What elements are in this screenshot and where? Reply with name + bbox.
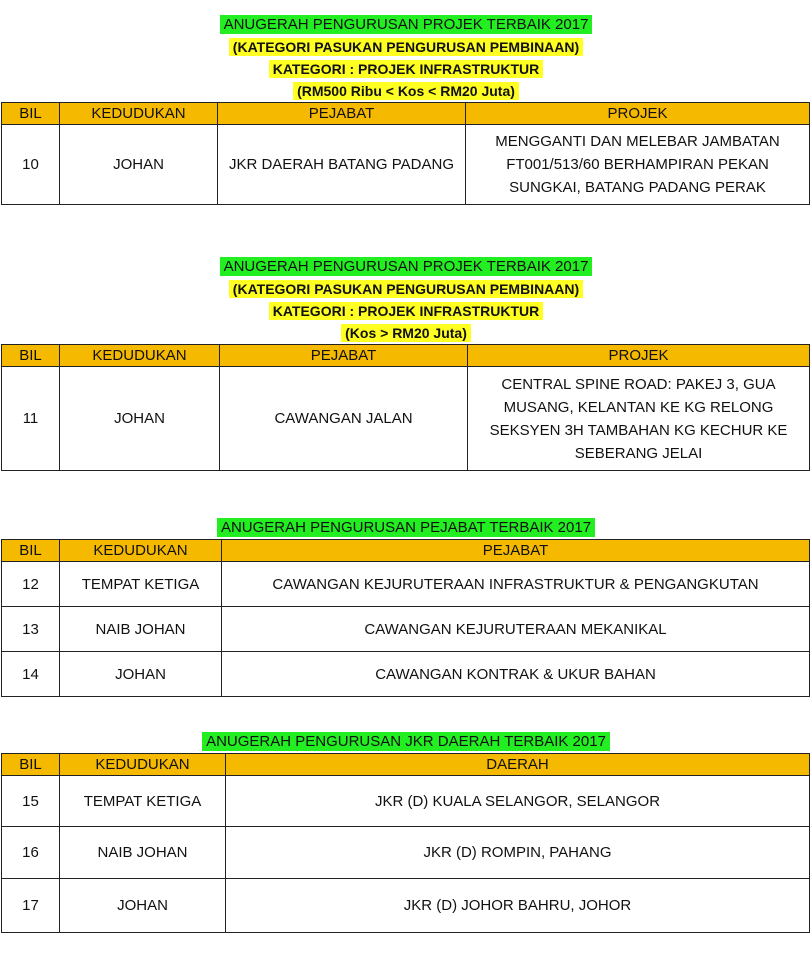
cell-bil: 17	[2, 879, 60, 933]
cell-kedudukan: JOHAN	[60, 652, 222, 697]
cell-pejabat: CAWANGAN KONTRAK & UKUR BAHAN	[222, 652, 810, 697]
section-subtitle: (KATEGORI PASUKAN PENGURUSAN PEMBINAAN)	[229, 38, 583, 56]
section-title: ANUGERAH PENGURUSAN PROJEK TERBAIK 2017	[220, 257, 593, 276]
header-pejabat: PEJABAT	[222, 540, 810, 562]
cell-pejabat: CAWANGAN JALAN	[220, 367, 468, 471]
table-row	[2, 607, 810, 652]
cell-kedudukan: JOHAN	[60, 367, 220, 471]
header-pejabat: PEJABAT	[218, 103, 466, 125]
section-cost-range: (Kos > RM20 Juta)	[341, 324, 471, 342]
section-category: KATEGORI : PROJEK INFRASTRUKTUR	[269, 302, 544, 320]
cell-daerah: JKR (D) JOHOR BAHRU, JOHOR	[226, 879, 810, 933]
award-section-pejabat	[0, 517, 812, 697]
section-title: ANUGERAH PENGURUSAN JKR DAERAH TERBAIK 2017	[202, 732, 610, 751]
table-row	[2, 367, 810, 471]
cell-pejabat: CAWANGAN KEJURUTERAAN MEKANIKAL	[222, 607, 810, 652]
header-pejabat: PEJABAT	[220, 345, 468, 367]
cell-daerah: JKR (D) KUALA SELANGOR, SELANGOR	[226, 776, 810, 827]
header-daerah: DAERAH	[226, 754, 810, 776]
cell-projek: MENGGANTI DAN MELEBAR JAMBATAN FT001/513/60 BERHAMPIRAN PEKAN SUNGKAI, BATANG PADANG PERAK	[466, 125, 810, 205]
header-kedudukan: KEDUDUKAN	[60, 103, 218, 125]
cell-bil: 14	[2, 652, 60, 697]
award-section-projek-1	[0, 14, 812, 205]
award-section-projek-2	[0, 256, 812, 471]
cell-kedudukan: NAIB JOHAN	[60, 607, 222, 652]
table-row	[2, 652, 810, 697]
cell-kedudukan: TEMPAT KETIGA	[60, 562, 222, 607]
cell-bil: 12	[2, 562, 60, 607]
cell-daerah: JKR (D) ROMPIN, PAHANG	[226, 827, 810, 879]
header-kedudukan: KEDUDUKAN	[60, 540, 222, 562]
award-table	[1, 344, 810, 471]
section-cost-range: (RM500 Ribu < Kos < RM20 Juta)	[293, 82, 519, 100]
award-table	[1, 102, 810, 205]
award-table	[1, 753, 810, 933]
header-projek: PROJEK	[466, 103, 810, 125]
section-title: ANUGERAH PENGURUSAN PEJABAT TERBAIK 2017	[217, 518, 595, 537]
table-header-row	[2, 754, 810, 776]
cell-bil: 10	[2, 125, 60, 205]
table-row	[2, 776, 810, 827]
header-kedudukan: KEDUDUKAN	[60, 754, 226, 776]
section-subtitle: (KATEGORI PASUKAN PENGURUSAN PEMBINAAN)	[229, 280, 583, 298]
table-header-row	[2, 540, 810, 562]
cell-kedudukan: NAIB JOHAN	[60, 827, 226, 879]
section-category: KATEGORI : PROJEK INFRASTRUKTUR	[269, 60, 544, 78]
section-title: ANUGERAH PENGURUSAN PROJEK TERBAIK 2017	[220, 15, 593, 34]
header-projek: PROJEK	[468, 345, 810, 367]
header-bil: BIL	[2, 754, 60, 776]
header-kedudukan: KEDUDUKAN	[60, 345, 220, 367]
cell-kedudukan: JOHAN	[60, 125, 218, 205]
table-row	[2, 827, 810, 879]
table-row	[2, 562, 810, 607]
cell-bil: 15	[2, 776, 60, 827]
header-bil: BIL	[2, 345, 60, 367]
cell-bil: 13	[2, 607, 60, 652]
table-row	[2, 879, 810, 933]
table-row	[2, 125, 810, 205]
cell-pejabat: CAWANGAN KEJURUTERAAN INFRASTRUKTUR & PENGANGKUTAN	[222, 562, 810, 607]
cell-bil: 11	[2, 367, 60, 471]
cell-pejabat: JKR DAERAH BATANG PADANG	[218, 125, 466, 205]
cell-projek: CENTRAL SPINE ROAD: PAKEJ 3, GUA MUSANG, KELANTAN KE KG RELONG SEKSYEN 3H TAMBAHAN KG KECHUR KE SEBERANG JELAI	[468, 367, 810, 471]
header-bil: BIL	[2, 103, 60, 125]
table-header-row	[2, 103, 810, 125]
award-section-jkr-daerah	[0, 731, 812, 933]
header-bil: BIL	[2, 540, 60, 562]
cell-kedudukan: TEMPAT KETIGA	[60, 776, 226, 827]
table-header-row	[2, 345, 810, 367]
cell-bil: 16	[2, 827, 60, 879]
cell-kedudukan: JOHAN	[60, 879, 226, 933]
award-table	[1, 539, 810, 697]
